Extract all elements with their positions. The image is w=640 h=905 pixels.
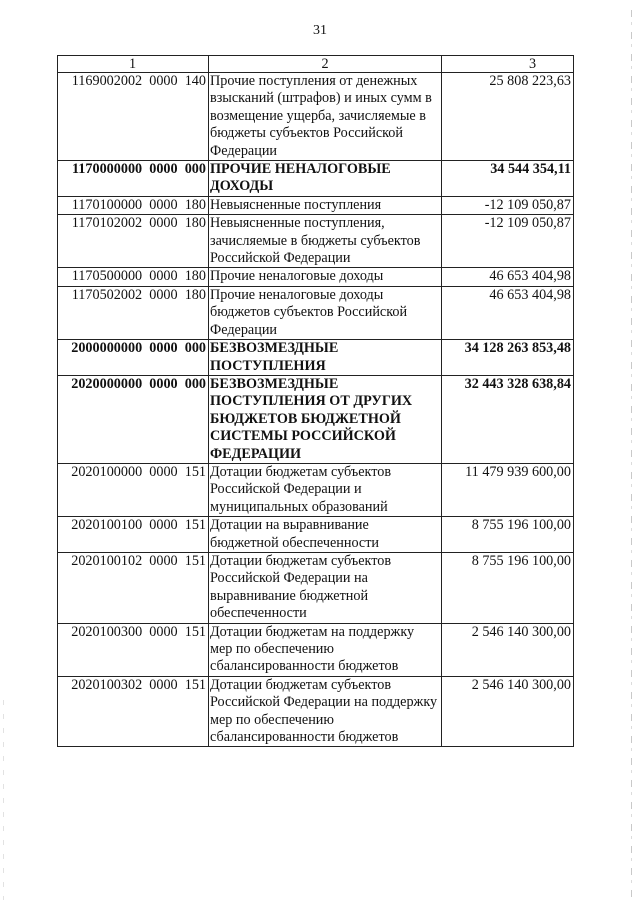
row-amount: 32 443 328 638,84 (442, 375, 574, 463)
row-name: Невыясненные поступления (209, 196, 442, 214)
row-amount: 8 755 196 100,00 (442, 517, 574, 553)
row-code: 2000000000 0000 000 (58, 340, 209, 376)
table-row (58, 623, 574, 676)
row-code: 2020100102 0000 151 (58, 552, 209, 623)
table-header-row (58, 56, 574, 73)
scan-edge-marks-left (3, 700, 4, 900)
table-row (58, 286, 574, 339)
scan-edge-marks (631, 10, 632, 900)
table-row (58, 340, 574, 376)
row-amount: 34 544 354,11 (442, 161, 574, 197)
row-code: 1170000000 0000 000 (58, 161, 209, 197)
row-name: БЕЗВОЗМЕЗДНЫЕ ПОСТУПЛЕНИЯ (209, 340, 442, 376)
table-row (58, 215, 574, 268)
row-name: Дотации бюджетам на поддержку мер по обеспечению сбалансированности бюджетов (209, 623, 442, 676)
table-row (58, 463, 574, 516)
table-row (58, 552, 574, 623)
row-amount: 34 128 263 853,48 (442, 340, 574, 376)
row-amount: 46 653 404,98 (442, 286, 574, 339)
column-header-2: 2 (209, 56, 442, 73)
row-name: Дотации бюджетам субъектов Российской Федерации и муниципальных образований (209, 463, 442, 516)
row-name: Невыясненные поступления, зачисляемые в бюджеты субъектов Российской Федерации (209, 215, 442, 268)
table-row (58, 268, 574, 286)
row-code: 1170100000 0000 180 (58, 196, 209, 214)
row-name: Дотации бюджетам субъектов Российской Федерации на выравнивание бюджетной обеспеченности (209, 552, 442, 623)
table-row (58, 517, 574, 553)
row-amount: -12 109 050,87 (442, 215, 574, 268)
row-name: Дотации бюджетам субъектов Российской Федерации на поддержку мер по обеспечению сбалансированности бюджетов (209, 676, 442, 747)
table-row (58, 73, 574, 161)
row-code: 2020100300 0000 151 (58, 623, 209, 676)
row-code: 1170502002 0000 180 (58, 286, 209, 339)
row-amount: 8 755 196 100,00 (442, 552, 574, 623)
table-row (58, 196, 574, 214)
row-amount: 25 808 223,63 (442, 73, 574, 161)
row-amount: -12 109 050,87 (442, 196, 574, 214)
row-code: 2020100000 0000 151 (58, 463, 209, 516)
page-number: 31 (313, 23, 327, 38)
row-code: 2020100100 0000 151 (58, 517, 209, 553)
row-amount: 2 546 140 300,00 (442, 623, 574, 676)
row-name: БЕЗВОЗМЕЗДНЫЕ ПОСТУПЛЕНИЯ ОТ ДРУГИХ БЮДЖЕТОВ БЮДЖЕТНОЙ СИСТЕМЫ РОССИЙСКОЙ ФЕДЕРАЦИИ (209, 375, 442, 463)
row-amount: 11 479 939 600,00 (442, 463, 574, 516)
row-name: ПРОЧИЕ НЕНАЛОГОВЫЕ ДОХОДЫ (209, 161, 442, 197)
column-header-1: 1 (58, 56, 209, 73)
row-code: 1169002002 0000 140 (58, 73, 209, 161)
row-code: 2020000000 0000 000 (58, 375, 209, 463)
column-header-3: 3 (442, 56, 574, 73)
row-amount: 2 546 140 300,00 (442, 676, 574, 747)
table-row (58, 375, 574, 463)
row-amount: 46 653 404,98 (442, 268, 574, 286)
table-row (58, 676, 574, 747)
row-name: Прочие поступления от денежных взысканий (штрафов) и иных сумм в возмещение ущерба, зачисляемые в бюджеты субъектов Российской Федерации (209, 73, 442, 161)
row-name: Дотации на выравнивание бюджетной обеспеченности (209, 517, 442, 553)
row-code: 1170500000 0000 180 (58, 268, 209, 286)
row-code: 2020100302 0000 151 (58, 676, 209, 747)
row-code: 1170102002 0000 180 (58, 215, 209, 268)
table-row (58, 161, 574, 197)
row-name: Прочие неналоговые доходы (209, 268, 442, 286)
revenue-table (57, 55, 574, 747)
row-name: Прочие неналоговые доходы бюджетов субъектов Российской Федерации (209, 286, 442, 339)
